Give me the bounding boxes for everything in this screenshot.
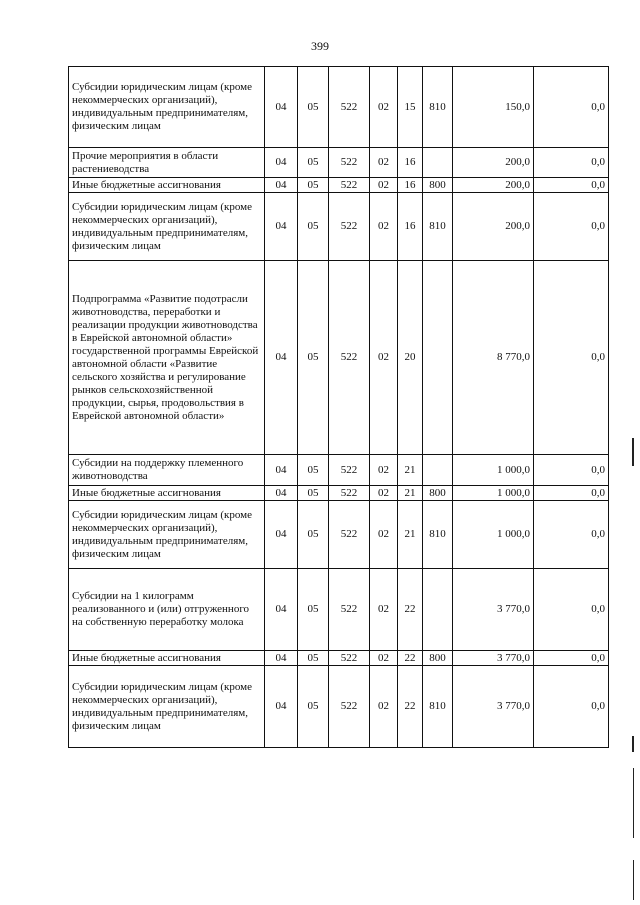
row-name: Иные бюджетные ассигнования bbox=[69, 651, 265, 666]
subsection-code: 05 bbox=[298, 651, 329, 666]
target-article-item: 15 bbox=[398, 67, 423, 148]
target-article-item: 22 bbox=[398, 651, 423, 666]
subsection-code: 05 bbox=[298, 261, 329, 455]
subsection-code: 05 bbox=[298, 486, 329, 501]
row-name: Субсидии на поддержку племенного животноводства bbox=[69, 455, 265, 486]
target-article-code: 522 bbox=[329, 569, 370, 651]
amount-second: 0,0 bbox=[534, 178, 609, 193]
table-row bbox=[69, 486, 609, 501]
target-article-item: 22 bbox=[398, 569, 423, 651]
budget-table bbox=[68, 66, 609, 748]
target-article-code: 522 bbox=[329, 178, 370, 193]
subsection-code: 05 bbox=[298, 455, 329, 486]
expense-type-code bbox=[423, 148, 453, 178]
scan-edge-mark bbox=[633, 768, 634, 838]
target-article-item: 20 bbox=[398, 261, 423, 455]
row-name: Прочие мероприятия в области растениеводства bbox=[69, 148, 265, 178]
amount-first: 3 770,0 bbox=[453, 651, 534, 666]
section-code: 04 bbox=[265, 148, 298, 178]
amount-first: 1 000,0 bbox=[453, 455, 534, 486]
expense-type-code: 810 bbox=[423, 501, 453, 569]
target-article-item: 21 bbox=[398, 486, 423, 501]
page-number: 399 bbox=[311, 39, 329, 53]
amount-second: 0,0 bbox=[534, 193, 609, 261]
amount-first: 3 770,0 bbox=[453, 666, 534, 748]
amount-first: 1 000,0 bbox=[453, 501, 534, 569]
amount-first: 200,0 bbox=[453, 193, 534, 261]
amount-first: 200,0 bbox=[453, 148, 534, 178]
expense-type-code: 810 bbox=[423, 193, 453, 261]
target-article-subcode: 02 bbox=[370, 651, 398, 666]
target-article-subcode: 02 bbox=[370, 455, 398, 486]
row-name: Иные бюджетные ассигнования bbox=[69, 486, 265, 501]
row-name: Субсидии юридическим лицам (кроме некоммерческих организаций), индивидуальным предпринимателям, физическим лицам bbox=[69, 666, 265, 748]
amount-second: 0,0 bbox=[534, 261, 609, 455]
target-article-item: 21 bbox=[398, 455, 423, 486]
row-name: Подпрограмма «Развитие подотрасли животноводства, переработки и реализации продукции животноводства в Еврейской автономной области» государственной программы Еврейской автономной области «Развитие сельского хозяйства и регулирование рынков сельскохозяйственной продукции, сырья, продовольствия в Еврейской автономной области» bbox=[69, 261, 265, 455]
target-article-subcode: 02 bbox=[370, 67, 398, 148]
table-row bbox=[69, 501, 609, 569]
amount-first: 200,0 bbox=[453, 178, 534, 193]
expense-type-code bbox=[423, 569, 453, 651]
amount-second: 0,0 bbox=[534, 501, 609, 569]
subsection-code: 05 bbox=[298, 67, 329, 148]
target-article-code: 522 bbox=[329, 455, 370, 486]
scan-edge-mark bbox=[632, 736, 634, 752]
row-name: Субсидии юридическим лицам (кроме некоммерческих организаций), индивидуальным предпринимателям, физическим лицам bbox=[69, 67, 265, 148]
target-article-code: 522 bbox=[329, 501, 370, 569]
table-row bbox=[69, 193, 609, 261]
amount-second: 0,0 bbox=[534, 651, 609, 666]
section-code: 04 bbox=[265, 455, 298, 486]
target-article-item: 21 bbox=[398, 501, 423, 569]
amount-second: 0,0 bbox=[534, 148, 609, 178]
target-article-code: 522 bbox=[329, 67, 370, 148]
target-article-subcode: 02 bbox=[370, 261, 398, 455]
row-name: Субсидии на 1 килограмм реализованного и (или) отгруженного на собственную переработку молока bbox=[69, 569, 265, 651]
table-row bbox=[69, 178, 609, 193]
section-code: 04 bbox=[265, 569, 298, 651]
amount-second: 0,0 bbox=[534, 666, 609, 748]
row-name: Иные бюджетные ассигнования bbox=[69, 178, 265, 193]
expense-type-code: 800 bbox=[423, 486, 453, 501]
amount-first: 1 000,0 bbox=[453, 486, 534, 501]
target-article-subcode: 02 bbox=[370, 666, 398, 748]
target-article-subcode: 02 bbox=[370, 148, 398, 178]
table-row bbox=[69, 148, 609, 178]
section-code: 04 bbox=[265, 67, 298, 148]
expense-type-code bbox=[423, 261, 453, 455]
amount-second: 0,0 bbox=[534, 569, 609, 651]
target-article-code: 522 bbox=[329, 148, 370, 178]
table-row bbox=[69, 67, 609, 148]
expense-type-code: 810 bbox=[423, 666, 453, 748]
table-row bbox=[69, 569, 609, 651]
section-code: 04 bbox=[265, 486, 298, 501]
subsection-code: 05 bbox=[298, 178, 329, 193]
scan-edge-mark bbox=[633, 860, 634, 900]
amount-second: 0,0 bbox=[534, 486, 609, 501]
target-article-code: 522 bbox=[329, 193, 370, 261]
amount-first: 3 770,0 bbox=[453, 569, 534, 651]
amount-second: 0,0 bbox=[534, 67, 609, 148]
section-code: 04 bbox=[265, 193, 298, 261]
amount-second: 0,0 bbox=[534, 455, 609, 486]
expense-type-code bbox=[423, 455, 453, 486]
section-code: 04 bbox=[265, 261, 298, 455]
scan-edge-mark bbox=[632, 438, 634, 466]
target-article-code: 522 bbox=[329, 486, 370, 501]
expense-type-code: 810 bbox=[423, 67, 453, 148]
subsection-code: 05 bbox=[298, 148, 329, 178]
target-article-item: 16 bbox=[398, 193, 423, 261]
target-article-subcode: 02 bbox=[370, 193, 398, 261]
target-article-subcode: 02 bbox=[370, 501, 398, 569]
target-article-subcode: 02 bbox=[370, 178, 398, 193]
expense-type-code: 800 bbox=[423, 178, 453, 193]
expense-type-code: 800 bbox=[423, 651, 453, 666]
amount-first: 8 770,0 bbox=[453, 261, 534, 455]
target-article-item: 16 bbox=[398, 148, 423, 178]
amount-first: 150,0 bbox=[453, 67, 534, 148]
target-article-subcode: 02 bbox=[370, 486, 398, 501]
target-article-subcode: 02 bbox=[370, 569, 398, 651]
row-name: Субсидии юридическим лицам (кроме некоммерческих организаций), индивидуальным предпринимателям, физическим лицам bbox=[69, 193, 265, 261]
subsection-code: 05 bbox=[298, 569, 329, 651]
row-name: Субсидии юридическим лицам (кроме некоммерческих организаций), индивидуальным предпринимателям, физическим лицам bbox=[69, 501, 265, 569]
section-code: 04 bbox=[265, 666, 298, 748]
table-row bbox=[69, 455, 609, 486]
section-code: 04 bbox=[265, 178, 298, 193]
table-row bbox=[69, 666, 609, 748]
target-article-item: 22 bbox=[398, 666, 423, 748]
subsection-code: 05 bbox=[298, 501, 329, 569]
subsection-code: 05 bbox=[298, 666, 329, 748]
section-code: 04 bbox=[265, 501, 298, 569]
target-article-code: 522 bbox=[329, 651, 370, 666]
table-row bbox=[69, 261, 609, 455]
target-article-code: 522 bbox=[329, 261, 370, 455]
section-code: 04 bbox=[265, 651, 298, 666]
table-body bbox=[69, 67, 609, 748]
target-article-item: 16 bbox=[398, 178, 423, 193]
subsection-code: 05 bbox=[298, 193, 329, 261]
target-article-code: 522 bbox=[329, 666, 370, 748]
table-row bbox=[69, 651, 609, 666]
